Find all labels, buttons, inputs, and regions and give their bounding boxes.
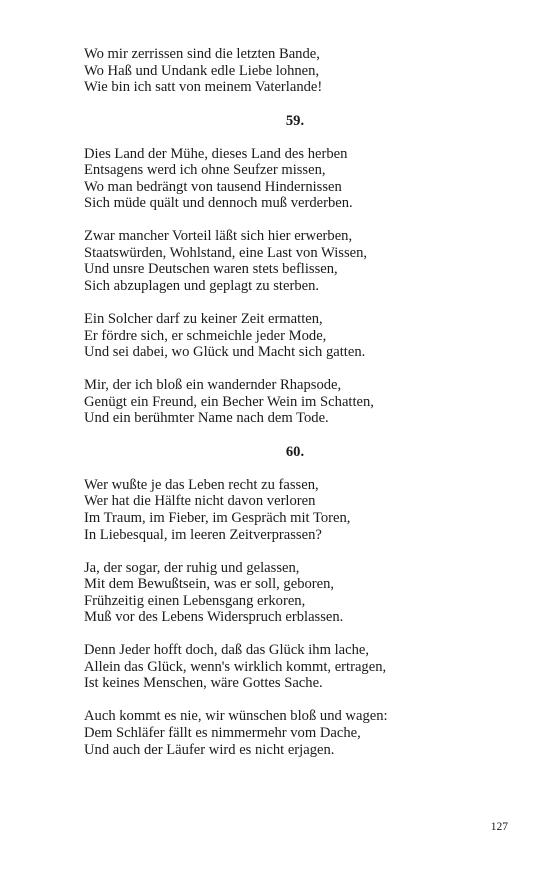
verse-line: Dem Schläfer fällt es nimmermehr vom Dache, bbox=[84, 724, 361, 741]
stanza bbox=[84, 477, 464, 543]
verse-line: Genügt ein Freund, ein Becher Wein im Schatten, bbox=[84, 393, 374, 410]
verse-line: Ist keines Menschen, wäre Gottes Sache. bbox=[84, 675, 323, 692]
verse-line: Frühzeitig einen Lebensgang erkoren, bbox=[84, 592, 306, 609]
verse-line: Und ein berühmter Name nach dem Tode. bbox=[84, 410, 329, 427]
verse-line: Mir, der ich bloß ein wandernder Rhapsode, bbox=[84, 377, 342, 394]
stanza bbox=[84, 146, 464, 212]
verse-line: Und auch der Läufer wird es nicht erjagen. bbox=[84, 741, 335, 758]
poem-number: 60. bbox=[285, 444, 305, 461]
verse-line: Staatswürden, Wohlstand, eine Last von Wissen, bbox=[84, 244, 368, 261]
poem-text-column bbox=[84, 46, 464, 775]
verse-line: Im Traum, im Fieber, im Gespräch mit Toren, bbox=[84, 509, 351, 526]
verse-line: Entsagens werd ich ohne Seufzer missen, bbox=[84, 162, 326, 179]
page-number: 127 bbox=[490, 821, 508, 833]
verse-line: Ja, der sogar, der ruhig und gelassen, bbox=[84, 559, 300, 576]
verse-line: Wo man bedrängt von tausend Hindernissen bbox=[84, 178, 342, 195]
stanza bbox=[84, 642, 464, 692]
verse-line: Auch kommt es nie, wir wünschen bloß und wagen: bbox=[84, 708, 388, 725]
stanza bbox=[84, 228, 464, 294]
verse-line: Dies Land der Mühe, dieses Land des herben bbox=[84, 145, 348, 162]
verse-line: Mit dem Bewußtsein, was er soll, geboren, bbox=[84, 576, 335, 593]
stanza bbox=[84, 46, 464, 96]
verse-line: Allein das Glück, wenn's wirklich kommt, ertragen, bbox=[84, 658, 387, 675]
poem-60 bbox=[84, 444, 464, 758]
verse-line: Wer wußte je das Leben recht zu fassen, bbox=[84, 476, 319, 493]
verse-line: Und sei dabei, wo Glück und Macht sich gatten. bbox=[84, 344, 366, 361]
verse-line: Denn Jeder hofft doch, daß das Glück ihm lache, bbox=[84, 642, 370, 659]
stanza bbox=[84, 560, 464, 626]
verse-line: Sich müde quält und dennoch muß verderben. bbox=[84, 195, 353, 212]
verse-line: Ein Solcher darf zu keiner Zeit ermatten, bbox=[84, 311, 323, 328]
poem-fragment bbox=[84, 46, 464, 96]
stanza bbox=[84, 311, 464, 361]
verse-line: Und unsre Deutschen waren stets beflissen, bbox=[84, 261, 338, 278]
poem-number: 59. bbox=[285, 113, 305, 130]
verse-line: Wo Haß und Undank edle Liebe lohnen, bbox=[84, 62, 320, 79]
stanza bbox=[84, 708, 464, 758]
stanza bbox=[84, 377, 464, 427]
verse-line: Zwar mancher Vorteil läßt sich hier erwerben, bbox=[84, 228, 353, 245]
verse-line: Sich abzuplagen und geplagt zu sterben. bbox=[84, 278, 320, 295]
verse-line: Wie bin ich satt von meinem Vaterlande! bbox=[84, 79, 323, 96]
poem-59 bbox=[84, 113, 464, 427]
verse-line: Wer hat die Hälfte nicht davon verloren bbox=[84, 493, 316, 510]
verse-line: In Liebesqual, im leeren Zeitverprassen? bbox=[84, 526, 322, 543]
verse-line: Muß vor des Lebens Widerspruch erblassen. bbox=[84, 609, 344, 626]
verse-line: Wo mir zerrissen sind die letzten Bande, bbox=[84, 46, 320, 62]
verse-line: Er fördre sich, er schmeichle jeder Mode, bbox=[84, 327, 327, 344]
